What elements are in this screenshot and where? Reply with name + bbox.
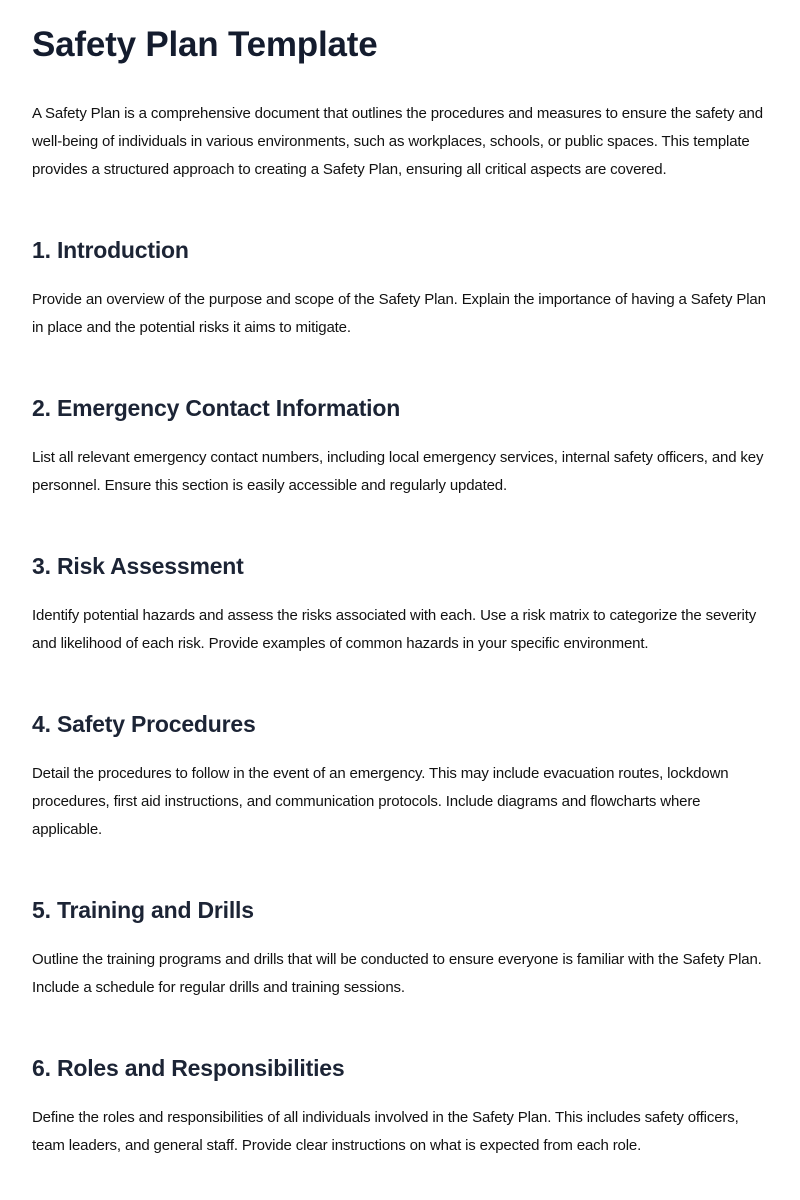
section-heading: 4. Safety Procedures [32,711,256,737]
intro-paragraph: A Safety Plan is a comprehensive document that outlines the procedures and measures to ensure the safety and well-being of individuals in various environments, such as workplaces, schools, or public spaces. This template provides a structured approach to creating a Safety Plan, ensuring all critical aspects are covered. [32,105,763,178]
section-body: Provide an overview of the purpose and scope of the Safety Plan. Explain the importance of having a Safety Plan in place and the potential risks it aims to mitigate. [32,291,766,336]
section-body: Define the roles and responsibilities of all individuals involved in the Safety Plan. This includes safety officers, team leaders, and general staff. Provide clear instructions on what is expected from each role. [32,1109,739,1154]
section-heading: 2. Emergency Contact Information [32,395,401,421]
section-body: List all relevant emergency contact numbers, including local emergency services, internal safety officers, and key personnel. Ensure this section is easily accessible and regularly updated. [32,449,764,494]
section-heading: 1. Introduction [32,237,189,263]
section-body: Detail the procedures to follow in the event of an emergency. This may include evacuation routes, lockdown procedures, first aid instructions, and communication protocols. Include diagrams and flowcharts where applicable. [32,765,729,838]
section-roles-and-responsibilities [32,1052,768,1160]
section-training-and-drills [32,894,768,1002]
section-body: Identify potential hazards and assess the risks associated with each. Use a risk matrix to categorize the severity and likelihood of each risk. Provide examples of common hazards in your specific environment. [32,607,757,652]
section-heading: 5. Training and Drills [32,897,254,923]
section-body: Outline the training programs and drills that will be conducted to ensure everyone is familiar with the Safety Plan. Include a schedule for regular drills and training sessions. [32,951,762,996]
section-emergency-contact-information [32,392,768,500]
section-heading: 3. Risk Assessment [32,553,244,579]
section-risk-assessment [32,550,768,658]
section-heading: 6. Roles and Responsibilities [32,1055,345,1081]
page-title: Safety Plan Template [32,25,378,64]
section-safety-procedures [32,708,768,844]
section-introduction [32,234,768,342]
